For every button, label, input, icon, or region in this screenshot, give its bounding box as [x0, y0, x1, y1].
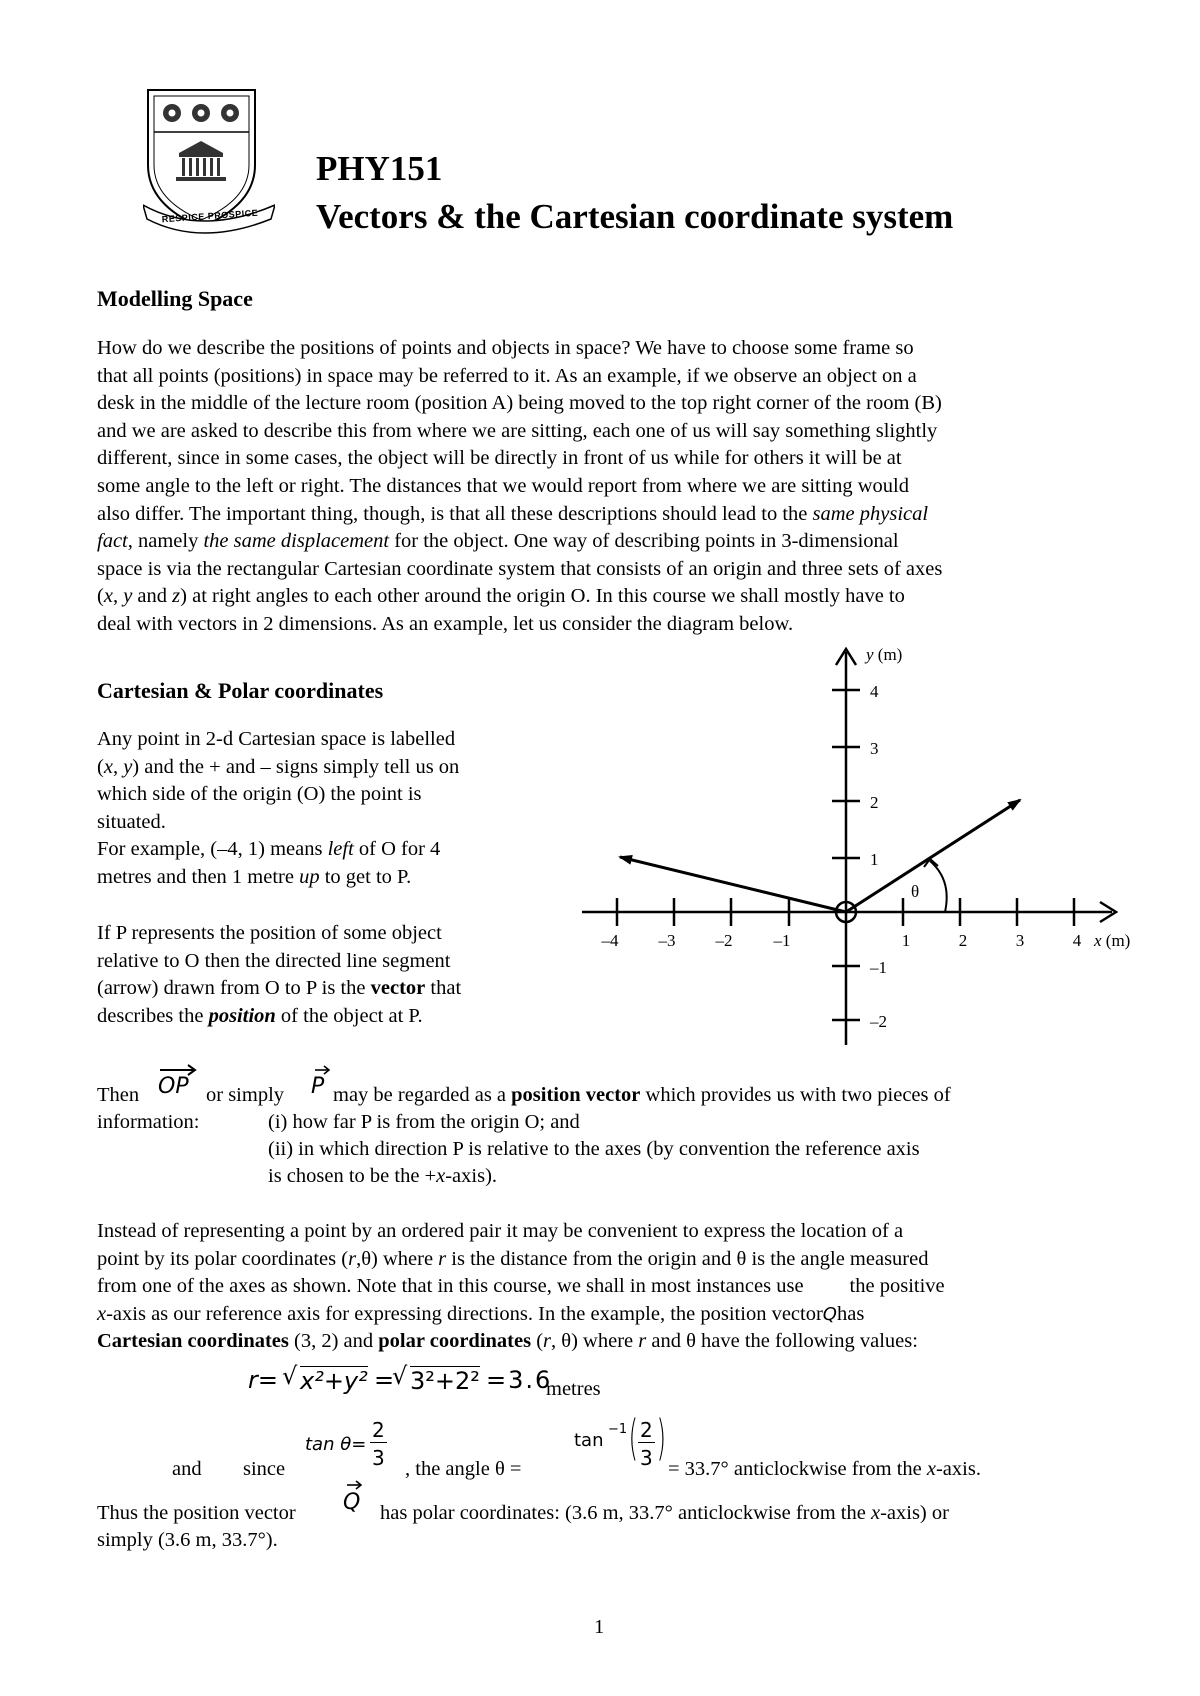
p-vector-symbol	[311, 1062, 331, 1102]
text-line: relative to O then the directed line segment	[97, 949, 451, 972]
text-line: desk in the middle of the lecture room (position A) being moved to the top right corner of the room (B)	[97, 392, 942, 415]
emphasis: up	[299, 865, 320, 888]
text-line: situated.	[97, 810, 166, 833]
variable: y	[123, 755, 133, 778]
bold-term: polar coordinates	[378, 1330, 532, 1353]
x-tick-label: –4	[601, 931, 619, 950]
sqrt-sign: √	[392, 1362, 408, 1390]
op-symbol-text: OP	[158, 1074, 189, 1099]
and-label: and	[172, 1458, 202, 1480]
text-run: describes the	[97, 1004, 209, 1027]
q-vector-inline: Q	[822, 1303, 837, 1325]
bold-emphasis: position	[208, 1004, 276, 1027]
text-run: -axis) or	[880, 1502, 949, 1524]
info-item-2: (ii) in which direction P is relative to the axes (by convention the reference axis	[268, 1138, 920, 1160]
variable: x	[97, 1302, 107, 1325]
text-run: and	[132, 585, 173, 608]
text-run: , θ) where	[551, 1330, 639, 1353]
text-line	[97, 1273, 1107, 1301]
text-run: ,	[112, 585, 124, 608]
text-run: is the distance from the origin and θ is the angle measured	[446, 1247, 929, 1270]
page-number: 1	[594, 1616, 605, 1638]
arctan-denominator: 3	[640, 1446, 653, 1470]
variable: z	[172, 585, 181, 608]
section-heading-cartesian-polar: Cartesian & Polar coordinates	[97, 678, 384, 703]
bold-term: vector	[370, 977, 426, 1000]
arctan-superscript: −1	[608, 1422, 628, 1437]
text-run: = 33.7° anticlockwise from the	[668, 1458, 927, 1480]
y-tick-label: –2	[870, 1012, 887, 1031]
arctan-expression	[574, 1410, 667, 1478]
angle-result	[668, 1456, 981, 1484]
x-tick-label: 3	[1015, 931, 1025, 950]
text-run: has polar coordinates: (3.6 m, 33.7° anticlockwise from the	[380, 1502, 871, 1524]
conclusion-line-2: simply (3.6 m, 33.7°).	[97, 1529, 278, 1551]
x-tick-label: 4	[1072, 931, 1082, 950]
x-axis-unit: (m)	[1101, 931, 1131, 950]
text-run: metres and then 1 metre	[97, 865, 300, 888]
text-run: (	[97, 755, 104, 778]
text-line: space is via the rectangular Cartesian coordinate system that consists of an origin and three sets of axes	[97, 557, 943, 580]
text-run: from one of the axes as shown. Note that in this course, we shall in most instances use	[97, 1275, 804, 1298]
text-line: Any point in 2-d Cartesian space is labelled	[97, 728, 456, 750]
p-symbol-text: P	[311, 1074, 325, 1099]
text-run: (	[97, 585, 104, 608]
text-run: and θ have the following values:	[646, 1330, 918, 1353]
text-line: different, since in some cases, the object will be directly in front of us while for others it will be at	[97, 447, 902, 470]
variable: r	[638, 1330, 647, 1353]
text-line: How do we describe the positions of points and objects in space? We have to choose some frame so	[97, 337, 914, 359]
text-run: for the object. One way of describing points in 3-dimensional	[389, 530, 899, 553]
variable: x	[436, 1165, 446, 1187]
text-run: which provides us with two pieces of	[640, 1084, 951, 1106]
polar-paragraph	[97, 1218, 1107, 1356]
conclusion-line-1a: Thus the position vector	[97, 1502, 296, 1524]
since-label: since	[243, 1458, 286, 1480]
text-run: ) at right angles to each other around the origin O. In this course we shall mostly have to	[180, 585, 905, 608]
angle-label: θ	[911, 882, 920, 901]
variable: x	[103, 585, 113, 608]
y-tick-label: 1	[870, 850, 879, 869]
page-title: Vectors & the Cartesian coordinate system	[316, 197, 954, 236]
text-run: the positive	[849, 1275, 945, 1298]
op-vector-symbol	[158, 1062, 198, 1102]
position-vector-line	[333, 1082, 1113, 1110]
text-run: of the object at P.	[275, 1004, 423, 1027]
text-run: has	[836, 1302, 865, 1325]
text-line: If P represents the position of some object	[97, 922, 442, 944]
eq-r-equals: =	[374, 1366, 395, 1394]
text-run: ,θ) where	[356, 1247, 439, 1270]
the-angle-label: , the angle θ =	[405, 1458, 522, 1480]
text-run: (	[531, 1330, 544, 1353]
variable: y	[123, 585, 133, 608]
conclusion-line-1b	[380, 1500, 949, 1528]
variable: x	[870, 1502, 881, 1524]
text-run: ,	[112, 755, 124, 778]
eq-r-result: =3.6	[486, 1366, 553, 1394]
eq-r-unit: metres	[546, 1378, 601, 1400]
fraction-numerator: 2	[372, 1418, 385, 1442]
text-run: of O for 4	[353, 838, 441, 861]
y-tick-label: 4	[870, 682, 879, 701]
x-tick-label: 2	[958, 931, 968, 950]
y-tick-label: –1	[870, 958, 887, 977]
emphasis: the same displacement	[203, 530, 390, 553]
emphasis: same physical	[812, 502, 929, 525]
text-run: (arrow) drawn from O to P is the	[97, 977, 371, 1000]
information-label: information:	[97, 1111, 200, 1133]
emphasis: fact	[97, 530, 128, 553]
variable: x	[926, 1458, 936, 1480]
bold-term: position vector	[511, 1084, 641, 1106]
sqrt-sign: √	[282, 1362, 298, 1390]
info-item-1: (i) how far P is from the origin O; and	[268, 1111, 580, 1133]
text-run: ) and the + and – signs simply tell us on	[132, 755, 460, 778]
text-line	[97, 1246, 1107, 1274]
x-tick-label: –3	[658, 931, 676, 950]
text-line: some angle to the left or right. The distances that we would report from where we are sitting would	[97, 474, 909, 497]
text-run: -axis.	[935, 1458, 981, 1480]
text-run: For example, (–4, 1) means	[97, 838, 328, 861]
vector-p	[620, 857, 846, 912]
crest-motto-text: RESPICE PROSPICE	[161, 207, 259, 225]
x-tick-label: –1	[773, 931, 791, 950]
then-label: Then	[97, 1084, 140, 1106]
y-tick-label: 3	[870, 739, 879, 758]
text-line: and we are asked to describe this from where we are sitting, each one of us will say something slightly	[97, 419, 938, 442]
text-line	[97, 1301, 1107, 1329]
or-simply-label: or simply	[206, 1084, 285, 1106]
q-symbol-text: Q	[343, 1490, 361, 1515]
tan-theta-lhs: tan θ=	[305, 1434, 367, 1455]
x-axis-label	[1093, 931, 1130, 950]
variable: r	[348, 1247, 357, 1270]
fraction-denominator: 3	[372, 1446, 385, 1470]
text-line	[97, 1328, 1107, 1356]
y-tick-label: 2	[870, 793, 879, 812]
tan-theta-expression	[305, 1418, 395, 1478]
q-vector-symbol	[343, 1478, 367, 1522]
section-heading-modelling-space: Modelling Space	[97, 286, 253, 311]
text-run: -axis as our reference axis for expressing directions. In the example, the position vector	[106, 1302, 823, 1325]
eq-r-radicand-2: 3²+2²	[410, 1367, 480, 1395]
text-line: Instead of representing a point by an ordered pair it may be convenient to express the location of a	[97, 1220, 904, 1242]
y-axis-unit: (m)	[873, 645, 903, 664]
text-run: (3, 2) and	[288, 1330, 379, 1353]
text-run: may be regarded as a	[333, 1084, 512, 1106]
bold-term: Cartesian coordinates	[97, 1330, 289, 1353]
y-axis-var: y	[866, 645, 874, 664]
text-run: is chosen to be the +	[268, 1165, 437, 1187]
angle-arc	[930, 861, 947, 912]
x-axis-var: x	[1094, 931, 1102, 950]
text-run: , namely	[127, 530, 204, 553]
eq-r-radicand-1: x²+y²	[300, 1367, 368, 1395]
left-paren: (	[628, 1410, 639, 1466]
text-run: that	[425, 977, 462, 1000]
emphasis: left	[327, 838, 354, 861]
text-line: deal with vectors in 2 dimensions. As an example, let us consider the diagram below.	[97, 612, 794, 635]
text-run: to get to P.	[319, 865, 412, 888]
info-item-2-continued	[268, 1163, 497, 1191]
right-paren: )	[656, 1410, 667, 1466]
course-code: PHY151	[316, 149, 443, 188]
variable: r	[438, 1247, 447, 1270]
text-line: which side of the origin (O) the point is	[97, 783, 422, 806]
variable: x	[103, 755, 113, 778]
text-run: also differ. The important thing, though, is that all these descriptions should lead to the	[97, 502, 813, 525]
arctan-label: tan	[574, 1430, 604, 1451]
y-axis-label	[864, 645, 902, 664]
x-tick-label: –2	[715, 931, 733, 950]
x-tick-label: 1	[901, 931, 911, 950]
text-line: that all points (positions) in space may be referred to it. As an example, if we observe an object on a	[97, 364, 917, 387]
text-run: -axis).	[445, 1165, 498, 1187]
text-run: point by its polar coordinates (	[97, 1247, 349, 1270]
variable: r	[543, 1330, 552, 1353]
arctan-numerator: 2	[640, 1418, 653, 1442]
eq-r-lhs: r=	[248, 1366, 278, 1394]
